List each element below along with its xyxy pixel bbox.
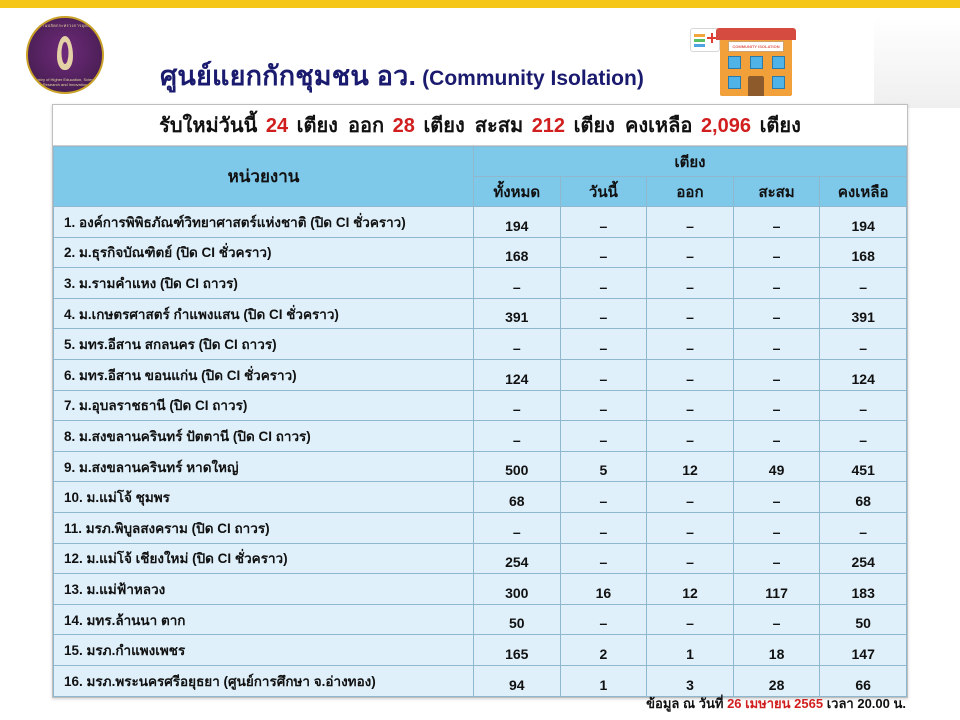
row-remaining: 50 bbox=[820, 604, 907, 635]
table-row bbox=[54, 390, 907, 421]
column-header-total: ทั้งหมด bbox=[474, 177, 561, 207]
table-head bbox=[54, 147, 907, 207]
row-today: – bbox=[560, 359, 647, 390]
table-row bbox=[54, 574, 907, 605]
row-out: – bbox=[647, 421, 734, 452]
row-out: 12 bbox=[647, 574, 734, 605]
building-window-icon bbox=[750, 56, 763, 69]
summary-remaining-label: คงเหลือ bbox=[624, 115, 693, 137]
logo-emblem-icon bbox=[57, 36, 73, 70]
table-row bbox=[54, 665, 907, 696]
row-out: – bbox=[647, 359, 734, 390]
row-unit-name: 14. มทร.ล้านนา ตาก bbox=[54, 604, 474, 635]
row-total: – bbox=[474, 329, 561, 360]
bed-capacity-table bbox=[53, 146, 907, 697]
row-cumulative: – bbox=[733, 390, 820, 421]
page-title-english: (Community Isolation) bbox=[422, 67, 644, 90]
row-today: – bbox=[560, 482, 647, 513]
row-cumulative: – bbox=[733, 543, 820, 574]
row-remaining: 168 bbox=[820, 237, 907, 268]
data-timestamp bbox=[646, 693, 906, 714]
row-unit-name: 7. ม.อุบลราชธานี (ปิด CI ถาวร) bbox=[54, 390, 474, 421]
row-unit-name: 16. มรภ.พระนครศรีอยุธยา (ศูนย์การศึกษา จ.อ่างทอง) bbox=[54, 665, 474, 696]
row-unit-name: 4. ม.เกษตรศาสตร์ กำแพงแสน (ปิด CI ชั่วคราว) bbox=[54, 298, 474, 329]
row-unit-name: 3. ม.รามคำแหง (ปิด CI ถาวร) bbox=[54, 268, 474, 299]
row-cumulative: – bbox=[733, 237, 820, 268]
row-today: 16 bbox=[560, 574, 647, 605]
row-remaining: 68 bbox=[820, 482, 907, 513]
row-cumulative: – bbox=[733, 359, 820, 390]
report-card bbox=[52, 104, 908, 698]
row-out: – bbox=[647, 604, 734, 635]
row-today: – bbox=[560, 207, 647, 238]
row-total: 500 bbox=[474, 451, 561, 482]
row-out: – bbox=[647, 237, 734, 268]
row-today: – bbox=[560, 604, 647, 635]
table-row bbox=[54, 207, 907, 238]
row-out: – bbox=[647, 512, 734, 543]
row-total: 254 bbox=[474, 543, 561, 574]
community-isolation-illustration bbox=[690, 22, 810, 100]
building-roof-icon bbox=[716, 28, 796, 40]
row-today: – bbox=[560, 268, 647, 299]
row-out: – bbox=[647, 482, 734, 513]
row-today: – bbox=[560, 298, 647, 329]
summary-remaining-unit: เตียง bbox=[759, 115, 801, 137]
summary-cumulative-label: สะสม bbox=[474, 115, 524, 137]
summary-new-value: 24 bbox=[265, 115, 289, 137]
row-out: 1 bbox=[647, 635, 734, 666]
row-cumulative: 117 bbox=[733, 574, 820, 605]
row-total: 300 bbox=[474, 574, 561, 605]
row-unit-name: 8. ม.สงขลานครินทร์ ปัตตานี (ปิด CI ถาวร) bbox=[54, 421, 474, 452]
row-today: – bbox=[560, 421, 647, 452]
table-row bbox=[54, 543, 907, 574]
row-remaining: 66 bbox=[820, 665, 907, 696]
summary-discharged bbox=[348, 109, 465, 141]
row-remaining: 391 bbox=[820, 298, 907, 329]
row-cumulative: – bbox=[733, 604, 820, 635]
row-cumulative: – bbox=[733, 512, 820, 543]
row-today: 1 bbox=[560, 665, 647, 696]
timestamp-date: 26 เมษายน 2565 bbox=[727, 696, 824, 711]
row-unit-name: 6. มทร.อีสาน ขอนแก่น (ปิด CI ชั่วคราว) bbox=[54, 359, 474, 390]
row-unit-name: 15. มรภ.กำแพงเพชร bbox=[54, 635, 474, 666]
table-row bbox=[54, 359, 907, 390]
row-total: 94 bbox=[474, 665, 561, 696]
summary-bar bbox=[53, 105, 907, 146]
row-remaining: – bbox=[820, 329, 907, 360]
page-title bbox=[160, 54, 644, 97]
row-unit-name: 2. ม.ธุรกิจบัณฑิตย์ (ปิด CI ชั่วคราว) bbox=[54, 237, 474, 268]
row-cumulative: 28 bbox=[733, 665, 820, 696]
page-header bbox=[0, 8, 960, 100]
row-cumulative: – bbox=[733, 298, 820, 329]
table-body bbox=[54, 207, 907, 697]
row-today: – bbox=[560, 512, 647, 543]
table-row bbox=[54, 635, 907, 666]
building-door-icon bbox=[748, 76, 764, 96]
summary-cumulative-value: 212 bbox=[531, 115, 566, 137]
header-side-panel bbox=[874, 16, 960, 108]
row-out: – bbox=[647, 390, 734, 421]
row-remaining: 451 bbox=[820, 451, 907, 482]
row-out: 3 bbox=[647, 665, 734, 696]
summary-out-label: ออก bbox=[347, 115, 385, 137]
table-header-row-1 bbox=[54, 147, 907, 177]
row-cumulative: 49 bbox=[733, 451, 820, 482]
row-unit-name: 13. ม.แม่ฟ้าหลวง bbox=[54, 574, 474, 605]
row-today: 2 bbox=[560, 635, 647, 666]
column-group-header-bed: เตียง bbox=[474, 147, 907, 177]
row-total: 68 bbox=[474, 482, 561, 513]
row-total: – bbox=[474, 512, 561, 543]
row-remaining: – bbox=[820, 421, 907, 452]
row-total: 391 bbox=[474, 298, 561, 329]
building-window-icon bbox=[772, 56, 785, 69]
table-row bbox=[54, 512, 907, 543]
row-remaining: 147 bbox=[820, 635, 907, 666]
timestamp-time-label: เวลา bbox=[826, 696, 854, 711]
logo-ring-bottom-text: Ministry of Higher Education, Science, Research and Innovation bbox=[31, 77, 99, 87]
row-today: – bbox=[560, 329, 647, 360]
row-cumulative: – bbox=[733, 329, 820, 360]
row-total: 50 bbox=[474, 604, 561, 635]
row-remaining: 194 bbox=[820, 207, 907, 238]
timestamp-prefix: ข้อมูล ณ วันที่ bbox=[646, 696, 724, 711]
row-out: – bbox=[647, 298, 734, 329]
row-remaining: – bbox=[820, 390, 907, 421]
column-header-cumulative: สะสม bbox=[733, 177, 820, 207]
row-total: 194 bbox=[474, 207, 561, 238]
summary-cumulative bbox=[475, 109, 615, 141]
summary-new-unit: เตียง bbox=[296, 115, 338, 137]
row-out: – bbox=[647, 268, 734, 299]
row-today: – bbox=[560, 390, 647, 421]
summary-new-label: รับใหม่วันนี้ bbox=[159, 115, 258, 137]
row-out: 12 bbox=[647, 451, 734, 482]
row-cumulative: – bbox=[733, 268, 820, 299]
row-unit-name: 9. ม.สงขลานครินทร์ หาดใหญ่ bbox=[54, 451, 474, 482]
building-window-icon bbox=[728, 76, 741, 89]
logo-ring-top-text: สำนักงานปลัดกระทรวงการอุดมศึกษา bbox=[28, 23, 102, 28]
table-row bbox=[54, 421, 907, 452]
timestamp-time: 20.00 น. bbox=[857, 696, 906, 711]
row-total: – bbox=[474, 390, 561, 421]
summary-remaining-value: 2,096 bbox=[700, 115, 751, 137]
summary-new-admissions bbox=[159, 109, 338, 141]
row-remaining: – bbox=[820, 512, 907, 543]
table-row bbox=[54, 604, 907, 635]
row-total: – bbox=[474, 268, 561, 299]
row-cumulative: – bbox=[733, 207, 820, 238]
row-unit-name: 5. มทร.อีสาน สกลนคร (ปิด CI ถาวร) bbox=[54, 329, 474, 360]
column-header-today: วันนี้ bbox=[560, 177, 647, 207]
row-total: 165 bbox=[474, 635, 561, 666]
row-unit-name: 10. ม.แม่โจ้ ชุมพร bbox=[54, 482, 474, 513]
row-unit-name: 11. มรภ.พิบูลสงคราม (ปิด CI ถาวร) bbox=[54, 512, 474, 543]
summary-cumulative-unit: เตียง bbox=[573, 115, 615, 137]
row-remaining: 124 bbox=[820, 359, 907, 390]
row-today: 5 bbox=[560, 451, 647, 482]
top-accent-bar bbox=[0, 0, 960, 8]
column-header-remaining: คงเหลือ bbox=[820, 177, 907, 207]
summary-out-unit: เตียง bbox=[423, 115, 465, 137]
building-window-icon bbox=[772, 76, 785, 89]
row-out: – bbox=[647, 329, 734, 360]
row-total: 168 bbox=[474, 237, 561, 268]
row-remaining: – bbox=[820, 268, 907, 299]
building-window-icon bbox=[728, 56, 741, 69]
summary-out-value: 28 bbox=[392, 115, 415, 137]
row-total: 124 bbox=[474, 359, 561, 390]
column-header-unit: หน่วยงาน bbox=[54, 147, 474, 207]
table-row bbox=[54, 482, 907, 513]
table-row bbox=[54, 298, 907, 329]
row-cumulative: – bbox=[733, 421, 820, 452]
row-cumulative: 18 bbox=[733, 635, 820, 666]
row-out: – bbox=[647, 543, 734, 574]
table-row bbox=[54, 329, 907, 360]
summary-remaining bbox=[625, 109, 801, 141]
table-row bbox=[54, 268, 907, 299]
ministry-logo bbox=[26, 16, 104, 94]
row-unit-name: 1. องค์การพิพิธภัณฑ์วิทยาศาสตร์แห่งชาติ (ปิด CI ชั่วคราว) bbox=[54, 207, 474, 238]
row-today: – bbox=[560, 237, 647, 268]
row-remaining: 254 bbox=[820, 543, 907, 574]
row-cumulative: – bbox=[733, 482, 820, 513]
row-total: – bbox=[474, 421, 561, 452]
table-row bbox=[54, 237, 907, 268]
row-unit-name: 12. ม.แม่โจ้ เชียงใหม่ (ปิด CI ชั่วคราว) bbox=[54, 543, 474, 574]
row-out: – bbox=[647, 207, 734, 238]
table-row bbox=[54, 451, 907, 482]
building-sign-label: COMMUNITY ISOLATION bbox=[728, 41, 784, 52]
page-title-thai: ศูนย์แยกกักชุมชน อว. bbox=[160, 61, 417, 91]
column-header-out: ออก bbox=[647, 177, 734, 207]
row-today: – bbox=[560, 543, 647, 574]
row-remaining: 183 bbox=[820, 574, 907, 605]
